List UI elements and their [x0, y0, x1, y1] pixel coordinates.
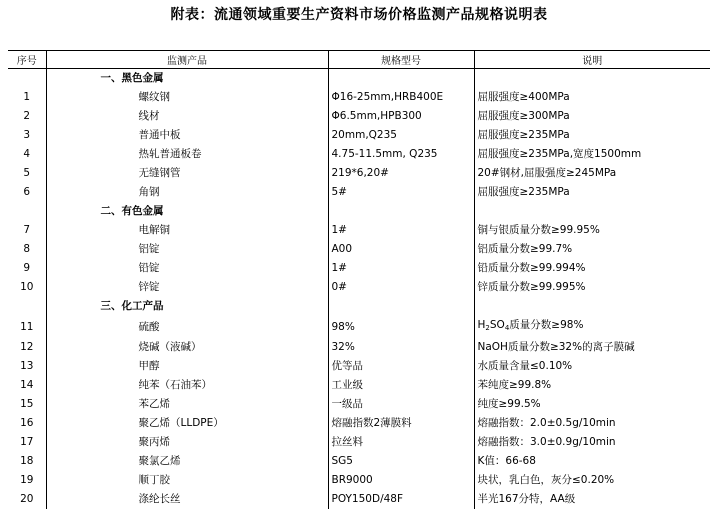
row-no: 7 [23, 224, 31, 236]
row-product: 锌锭 [46, 278, 328, 297]
row-product: 螺纹钢 [46, 88, 328, 107]
row-spec: Φ16-25mm,HRB400E [328, 88, 474, 107]
table-row [8, 259, 710, 278]
row-product: 无缝钢管 [46, 164, 328, 183]
table-row [8, 221, 710, 240]
row-product: 热轧普通板卷 [46, 145, 328, 164]
row-no: 20 [20, 493, 34, 505]
formula-sub-4: 4 [504, 324, 510, 332]
row-product: 甲醇 [46, 357, 328, 376]
header-no: 序号 [8, 51, 46, 69]
row-product: 涤纶长丝 [46, 490, 328, 509]
row-no: 12 [20, 341, 34, 353]
category-label: 一、黑色金属 [46, 69, 328, 89]
table-row [8, 471, 710, 490]
row-spec: 219*6,20# [328, 164, 474, 183]
table-row [8, 316, 710, 338]
row-spec: SG5 [328, 452, 474, 471]
row-spec: 5# [328, 183, 474, 202]
row-no: 17 [20, 436, 34, 448]
row-desc: 熔融指数：2.0±0.5g/10min [474, 414, 710, 433]
row-spec: 1# [328, 221, 474, 240]
row-spec: 20mm,Q235 [328, 126, 474, 145]
formula-sub-2: 2 [485, 324, 490, 332]
row-product: 铝锭 [46, 240, 328, 259]
row-desc: NaOH质量分数≥32%的离子膜碱 [474, 338, 710, 357]
row-desc: 熔融指数：3.0±0.9g/10min [474, 433, 710, 452]
row-desc: K值：66-68 [474, 452, 710, 471]
row-product: 苯乙烯 [46, 395, 328, 414]
table-row [8, 107, 710, 126]
table-row [8, 338, 710, 357]
row-desc: 铝质量分数≥99.7% [474, 240, 710, 259]
row-desc: 铜与银质量分数≥99.95% [474, 221, 710, 240]
row-product: 角钢 [46, 183, 328, 202]
row-desc: 水质量含量≤0.10% [474, 357, 710, 376]
table-row [8, 183, 710, 202]
row-spec: 4.75-11.5mm, Q235 [328, 145, 474, 164]
row-product: 纯苯（石油苯） [46, 376, 328, 395]
row-no: 4 [23, 148, 31, 160]
category-row [8, 69, 710, 89]
table-row [8, 240, 710, 259]
row-no: 16 [20, 417, 34, 429]
category-label: 三、化工产品 [46, 297, 328, 316]
table-row [8, 278, 710, 297]
row-product: 线材 [46, 107, 328, 126]
table-row [8, 414, 710, 433]
formula-h: H [477, 319, 486, 331]
row-desc: 锌质量分数≥99.995% [474, 278, 710, 297]
row-spec: 工业级 [328, 376, 474, 395]
row-no: 18 [20, 455, 34, 467]
row-no: 13 [20, 360, 34, 372]
row-desc: 屈服强度≥400MPa [474, 88, 710, 107]
row-product: 铅锭 [46, 259, 328, 278]
row-desc: 纯度≥99.5% [474, 395, 710, 414]
row-product: 聚氯乙烯 [46, 452, 328, 471]
row-no: 6 [23, 186, 31, 198]
spec-table [8, 50, 710, 509]
row-product: 电解铜 [46, 221, 328, 240]
row-no: 8 [23, 243, 31, 255]
row-desc: 屈服强度≥300MPa [474, 107, 710, 126]
row-spec: 98% [328, 316, 474, 338]
row-no: 1 [23, 91, 31, 103]
row-no: 9 [23, 262, 31, 274]
row-desc: 半光167分特，AA级 [474, 490, 710, 509]
category-row [8, 297, 710, 316]
table-row [8, 164, 710, 183]
formula-so: SO [489, 319, 505, 331]
row-no: 10 [20, 281, 34, 293]
row-no: 11 [20, 320, 34, 333]
row-product: 聚丙烯 [46, 433, 328, 452]
row-desc [474, 316, 710, 338]
row-product: 烧碱（液碱） [46, 338, 328, 357]
table-row [8, 357, 710, 376]
row-product: 顺丁胶 [46, 471, 328, 490]
category-label: 二、有色金属 [46, 202, 328, 221]
table-row [8, 452, 710, 471]
row-no: 2 [23, 110, 31, 122]
table-row [8, 88, 710, 107]
category-row [8, 202, 710, 221]
row-spec: 1# [328, 259, 474, 278]
table-row [8, 126, 710, 145]
row-spec: Φ6.5mm,HPB300 [328, 107, 474, 126]
header-spec: 规格型号 [328, 51, 474, 69]
row-no: 15 [20, 398, 34, 410]
row-desc: 铅质量分数≥99.994% [474, 259, 710, 278]
row-spec: 拉丝料 [328, 433, 474, 452]
row-spec: BR9000 [328, 471, 474, 490]
header-product: 监测产品 [46, 51, 328, 69]
document-title: 附表：流通领域重要生产资料市场价格监测产品规格说明表 [170, 7, 548, 23]
row-no: 14 [20, 379, 34, 391]
row-desc: 苯纯度≥99.8% [474, 376, 710, 395]
table-row [8, 433, 710, 452]
row-spec: POY150D/48F [328, 490, 474, 509]
header-desc: 说明 [474, 51, 710, 69]
row-desc: 屈服强度≥235MPa [474, 183, 710, 202]
row-spec: 优等品 [328, 357, 474, 376]
row-no: 3 [23, 129, 31, 141]
table-row [8, 395, 710, 414]
table-row [8, 145, 710, 164]
row-product: 硫酸 [46, 316, 328, 338]
row-no: 5 [23, 167, 31, 179]
table-row [8, 490, 710, 509]
row-spec: 一级品 [328, 395, 474, 414]
row-no: 19 [20, 474, 34, 486]
row-desc: 屈服强度≥235MPa,宽度1500mm [474, 145, 710, 164]
row-spec: A00 [328, 240, 474, 259]
row-spec: 32% [328, 338, 474, 357]
row-spec: 0# [328, 278, 474, 297]
row-desc: 屈服强度≥235MPa [474, 126, 710, 145]
row-desc: 块状，乳白色，灰分≤0.20% [474, 471, 710, 490]
row-product: 聚乙烯（LLDPE） [46, 414, 328, 433]
formula-text: 质量分数≥98% [509, 319, 584, 331]
table-row [8, 376, 710, 395]
table-header-row [8, 51, 710, 69]
row-product: 普通中板 [46, 126, 328, 145]
row-desc: 20#钢材,屈服强度≥245MPa [474, 164, 710, 183]
row-spec: 熔融指数2薄膜料 [328, 414, 474, 433]
